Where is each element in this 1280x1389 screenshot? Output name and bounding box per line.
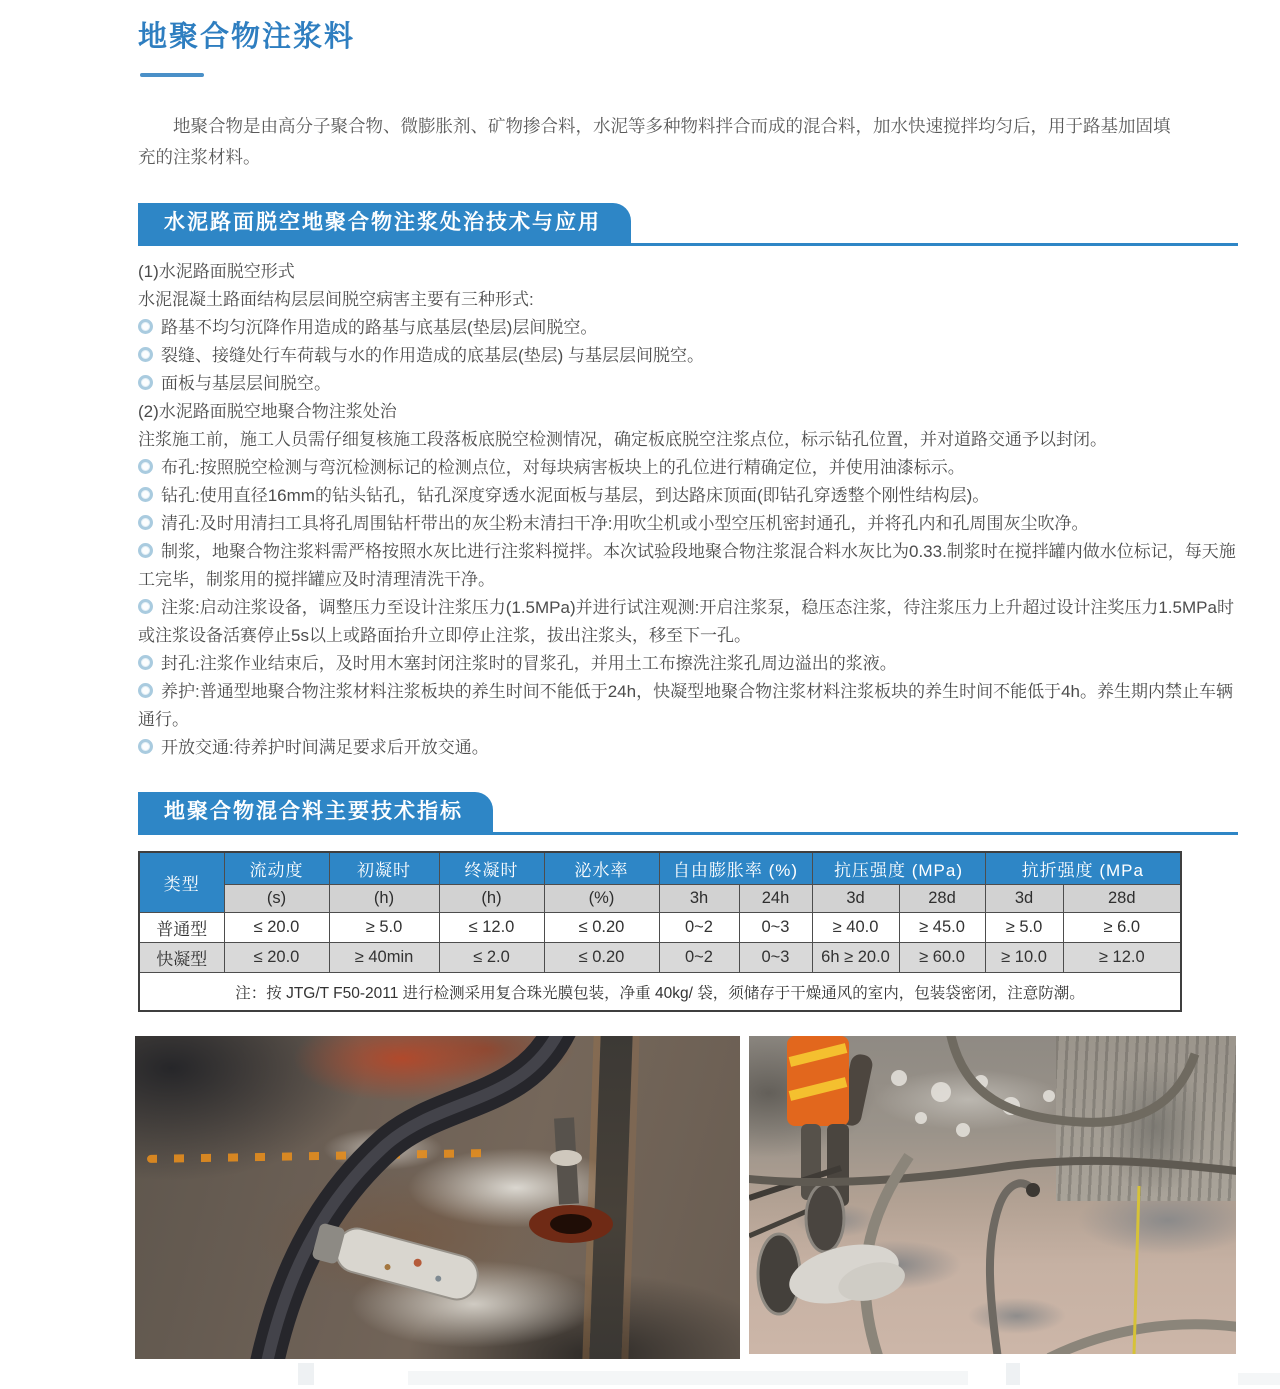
process-item-text: 注浆:启动注浆设备，调整压力至设计注浆压力(1.5MPa)并进行试注观测:开启注浆泵，稳压态注浆，待注浆压力上升超过设计注奖压力1.5MPa时或注浆设备活赛停止5s以上或路面抬升立即停止注浆，拔出注浆头，移至下一孔。 bbox=[138, 598, 1234, 645]
spec-subheader-cell: 28d bbox=[899, 885, 985, 913]
spec-value-cell: ≤ 20.0 bbox=[224, 943, 329, 973]
process-item bbox=[138, 398, 1238, 426]
process-item-text: (1)水泥路面脱空形式 bbox=[138, 262, 295, 281]
photo-construction-site bbox=[749, 1036, 1236, 1354]
photo-row bbox=[135, 1036, 1238, 1359]
spec-value-cell: ≥ 40.0 bbox=[812, 913, 899, 943]
process-item bbox=[138, 286, 1238, 314]
spec-value-cell: ≥ 5.0 bbox=[329, 913, 439, 943]
process-item bbox=[138, 342, 1238, 370]
ring-bullet-icon bbox=[138, 319, 153, 334]
process-item-text: (2)水泥路面脱空地聚合物注浆处治 bbox=[138, 402, 397, 421]
process-item-text: 制浆，地聚合物注浆料需严格按照水灰比进行注浆料搅拌。本次试验段地聚合物注浆混合料水灰比为0.33.制浆时在搅拌罐内做水位标记，每天施工完毕，制浆用的搅拌罐应及时清理清洗干净。 bbox=[138, 542, 1236, 589]
intro-paragraph: 地聚合物是由高分子聚合物、微膨胀剂、矿物掺合料，水泥等多种物料拌合而成的混合料，加水快速搅拌均匀后，用于路基加固填充的注浆材料。 bbox=[138, 116, 1171, 167]
process-item bbox=[138, 538, 1238, 594]
process-item-text: 路基不均匀沉降作用造成的路基与底基层(垫层)层间脱空。 bbox=[161, 318, 598, 337]
section-banner-row-1 bbox=[138, 203, 1238, 246]
spec-value-cell: ≥ 12.0 bbox=[1063, 943, 1181, 973]
process-item-text: 清孔:及时用清扫工具将孔周围钻杆带出的灰尘粉末清扫干净:用吹尘机或小型空压机密封通孔，并将孔内和孔周围灰尘吹净。 bbox=[161, 514, 1089, 533]
process-item bbox=[138, 370, 1238, 398]
spec-value-cell: ≤ 20.0 bbox=[224, 913, 329, 943]
ring-bullet-icon bbox=[138, 655, 153, 670]
spec-subheader-cell: (%) bbox=[544, 885, 659, 913]
ring-bullet-icon bbox=[138, 375, 153, 390]
spec-value-cell: 6h ≥ 20.0 bbox=[812, 943, 899, 973]
process-item bbox=[138, 594, 1238, 650]
ring-bullet-icon bbox=[138, 683, 153, 698]
spec-subheader-cell: 24h bbox=[739, 885, 812, 913]
process-item bbox=[138, 258, 1238, 286]
spec-value-cell: 0~3 bbox=[739, 943, 812, 973]
process-item-text: 封孔:注浆作业结束后，及时用木塞封闭注浆时的冒浆孔，并用土工布擦洗注浆孔周边溢出的浆液。 bbox=[161, 654, 897, 673]
spec-header-cell: 终凝时 bbox=[439, 852, 544, 885]
spec-subheader-cell: (s) bbox=[224, 885, 329, 913]
process-item bbox=[138, 678, 1238, 734]
process-item bbox=[138, 426, 1238, 454]
spray-can bbox=[311, 1218, 483, 1303]
spec-header-cell: 流动度 bbox=[224, 852, 329, 885]
spec-value-cell: ≤ 0.20 bbox=[544, 943, 659, 973]
page-title: 地聚合物注浆料 bbox=[138, 21, 356, 53]
spec-value-cell: 0~2 bbox=[659, 913, 739, 943]
process-item-text: 钻孔:使用直径16mm的钻头钻孔，钻孔深度穿透水泥面板与基层，到达路床顶面(即钻孔穿透整个刚性结构层)。 bbox=[161, 486, 990, 505]
spec-value-cell: ≥ 6.0 bbox=[1063, 913, 1181, 943]
spec-value-cell: ≥ 40min bbox=[329, 943, 439, 973]
spec-table-header-row-1 bbox=[139, 852, 1181, 885]
photo-grouting-hole-closeup bbox=[135, 1036, 740, 1359]
process-item-text: 裂缝、接缝处行车荷载与水的作用造成的底基层(垫层) 与基层层间脱空。 bbox=[161, 346, 705, 365]
spec-subheader-cell: 3d bbox=[985, 885, 1063, 913]
ring-bullet-icon bbox=[138, 515, 153, 530]
spec-value-cell: ≥ 60.0 bbox=[899, 943, 985, 973]
spec-value-cell: ≤ 12.0 bbox=[439, 913, 544, 943]
ring-bullet-icon bbox=[138, 487, 153, 502]
process-item-text: 水泥混凝土路面结构层层间脱空病害主要有三种形式: bbox=[138, 290, 534, 309]
spec-value-cell: 0~2 bbox=[659, 943, 739, 973]
spec-subheader-cell: 3d bbox=[812, 885, 899, 913]
bottom-hose bbox=[1049, 1324, 1236, 1354]
grouting-hose-illustration bbox=[135, 1036, 740, 1359]
process-item bbox=[138, 510, 1238, 538]
spec-header-cell: 抗折强度 (MPa bbox=[985, 852, 1181, 885]
spec-value-cell: ≥ 45.0 bbox=[899, 913, 985, 943]
spec-table-header-row-2 bbox=[139, 885, 1181, 913]
ring-bullet-icon bbox=[138, 599, 153, 614]
spec-value-cell: ≥ 5.0 bbox=[985, 913, 1063, 943]
process-item-text: 面板与基层层间脱空。 bbox=[161, 374, 331, 393]
faint-shape bbox=[1238, 1373, 1280, 1385]
table-row bbox=[139, 943, 1181, 973]
spec-subheader-cell: 28d bbox=[1063, 885, 1181, 913]
process-item-text: 注浆施工前，施工人员需仔细复核施工段落板底脱空检测情况，确定板底脱空注浆点位，标示钻孔位置，并对道路交通予以封闭。 bbox=[138, 430, 1107, 449]
process-list bbox=[138, 258, 1238, 762]
row-type-label: 普通型 bbox=[139, 913, 224, 943]
process-item bbox=[138, 454, 1238, 482]
spec-subheader-cell: (h) bbox=[439, 885, 544, 913]
spec-value-cell: ≤ 0.20 bbox=[544, 913, 659, 943]
spec-table bbox=[138, 851, 1182, 1012]
faint-shape bbox=[408, 1371, 968, 1385]
faint-shape bbox=[1006, 1363, 1020, 1385]
white-sack bbox=[783, 1234, 909, 1319]
process-item-text: 养护:普通型地聚合物注浆材料注浆板块的养生时间不能低于24h，快凝型地聚合物注浆材料注浆板块的养生时间不能低于4h。养生期内禁止车辆通行。 bbox=[138, 682, 1233, 729]
process-item-text: 布孔:按照脱空检测与弯沉检测标记的检测点位，对每块病害板块上的孔位进行精确定位，并使用油漆标示。 bbox=[161, 458, 965, 477]
process-item bbox=[138, 482, 1238, 510]
process-item bbox=[138, 734, 1238, 762]
page-content bbox=[138, 0, 1238, 1389]
ring-bullet-icon bbox=[138, 459, 153, 474]
title-underline-dash bbox=[140, 73, 204, 77]
spec-value-cell: 0~3 bbox=[739, 913, 812, 943]
spec-table-body bbox=[139, 913, 1181, 973]
spec-subheader-cell: (h) bbox=[329, 885, 439, 913]
ring-bullet-icon bbox=[138, 739, 153, 754]
spec-table-foot bbox=[139, 973, 1181, 1012]
next-row-preview bbox=[138, 1359, 1238, 1389]
spec-value-cell: ≥ 10.0 bbox=[985, 943, 1063, 973]
spec-table-note: 注：按 JTG/T F50-2011 进行检测采用复合珠光膜包装，净重 40kg/ 袋，须储存于干燥通风的室内，包装袋密闭，注意防潮。 bbox=[139, 973, 1181, 1012]
row-type-label: 快凝型 bbox=[139, 943, 224, 973]
spec-table-note-row bbox=[139, 973, 1181, 1012]
injection-pipe bbox=[990, 1183, 1031, 1354]
section-banner-row-2 bbox=[138, 792, 1238, 835]
spec-header-cell: 初凝时 bbox=[329, 852, 439, 885]
spec-header-cell: 类型 bbox=[139, 852, 224, 913]
process-item-text: 开放交通:待养护时间满足要求后开放交通。 bbox=[161, 738, 489, 757]
section-banner-indicators: 地聚合物混合料主要技术指标 bbox=[138, 792, 493, 832]
spec-table-head bbox=[139, 852, 1181, 913]
process-item bbox=[138, 650, 1238, 678]
site-illustration bbox=[749, 1036, 1236, 1354]
table-row bbox=[139, 913, 1181, 943]
process-item bbox=[138, 314, 1238, 342]
faint-shape bbox=[298, 1363, 314, 1385]
spec-header-cell: 抗压强度 (MPa) bbox=[812, 852, 985, 885]
spec-header-cell: 泌水率 bbox=[544, 852, 659, 885]
spec-value-cell: ≤ 2.0 bbox=[439, 943, 544, 973]
spec-header-cell: 自由膨胀率 (%) bbox=[659, 852, 812, 885]
ring-bullet-icon bbox=[138, 543, 153, 558]
ring-bullet-icon bbox=[138, 347, 153, 362]
spec-subheader-cell: 3h bbox=[659, 885, 739, 913]
section-banner-technology: 水泥路面脱空地聚合物注浆处治技术与应用 bbox=[138, 203, 631, 243]
